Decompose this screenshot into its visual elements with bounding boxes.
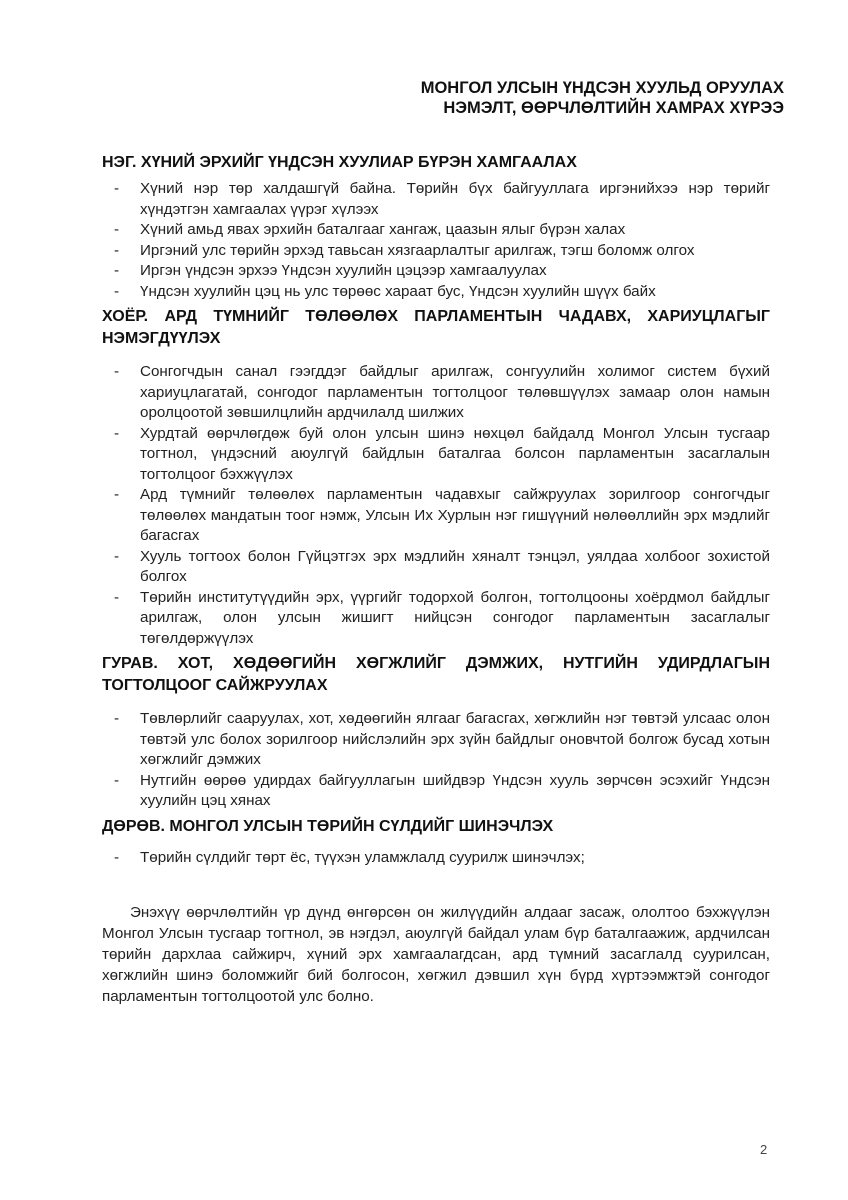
section-4	[102, 816, 770, 869]
conclusion-paragraph: Энэхүү өөрчлөлтийн үр дүнд өнгөрсөн он жилүүдийн алдааг засаж, ололтоо бэхжүүлэн Монгол Улсын тусгаар тогтнол, эв нэгдэл, аюулгүй байдал улам бүр баталгаажиж, ардчилсан төрийн дархлаа сайжирч, хүний эрх хамгаалагдсан, ард түмний засаглалд суурилсан, хөгжлийн шинэ боломжийг бий болгосон, хөгжил дэвшил хүн бүрд хүртээмжтэй сонгодог парламентын тогтолцоотой улс болно.	[102, 904, 770, 1005]
section-heading: ДӨРӨВ. МОНГОЛ УЛСЫН ТӨРИЙН СҮЛДИЙГ ШИНЭЧЛЭХ	[102, 817, 554, 835]
list-item: - Иргэний улс төрийн эрхэд тавьсан хязгаарлалтыг арилгаж, тэгш боломж олгох	[102, 241, 770, 262]
bullet-dash: -	[114, 588, 120, 606]
bullet-list	[102, 362, 770, 649]
list-item: - Хууль тогтоох болон Гүйцэтгэх эрх мэдлийн хяналт тэнцэл, уялдаа холбоог зохистой болгох	[114, 547, 770, 585]
section-heading: ХОЁР. АРД ТҮМНИЙГ ТӨЛӨӨЛӨХ ПАРЛАМЕНТЫН ЧАДАВХ, ХАРИУЦЛАГЫГ НЭМЭГДҮҮЛЭХ	[102, 308, 770, 347]
bullet-dash: -	[114, 282, 120, 300]
list-item: - Хүний нэр төр халдашгүй байна. Төрийн бүх байгууллага иргэнийхээ нэр төрийг хүндэтгэн хамгаалах үүрэг хүлээх	[114, 180, 770, 218]
list-item: - Хурдтай өөрчлөгдөж буй олон улсын шинэ нөхцөл байдалд Монгол Улсын тусгаар тогтнол, үндэсний аюулгүй байдлын баталгаа болсон парламентын засаглалын тогтолцоог бэхжүүлэх	[114, 424, 770, 483]
document-title	[421, 78, 784, 118]
bullet-dash: -	[114, 180, 120, 197]
list-item: - Үндсэн хуулийн цэц нь улс төрөөс хараат бус, Үндсэн хуулийн шүүх байх	[102, 282, 770, 303]
bullet-dash: -	[114, 241, 120, 259]
list-item: - Хүний амьд явах эрхийн баталгааг хангаж, цаазын ялыг бүрэн халах	[102, 220, 770, 241]
title-line-1: МОНГОЛ УЛСЫН ҮНДСЭН ХУУЛЬД ОРУУЛАХ	[420, 79, 784, 97]
document-body	[102, 152, 770, 1022]
list-item: - Төрийн институтүүдийн эрх, үүргийг тодорхой болгон, тогтолцооны хоёрдмол байдлыг арилгаж, олон улсын жишигт нийцсэн сонгодог парламентын засаглалыг төгөлдөржүүлэх	[114, 588, 770, 647]
list-item: - Сонгогчдын санал гээгддэг байдлыг арилгаж, сонгуулийн холимог систем бүхий хариуцлагатай, сонгодог парламентын тогтолцоог төлөвшүүлэх замаар олон намын оролцоотой зөвшилцлийн ардчилалд шилжих	[114, 363, 770, 421]
list-item: - Иргэн үндсэн эрхээ Үндсэн хуулийн цэцээр хамгаалуулах	[102, 261, 770, 282]
title-line-2: НЭМЭЛТ, ӨӨРЧЛӨЛТИЙН ХАМРАХ ХҮРЭЭ	[443, 99, 784, 117]
bullet-dash: -	[114, 486, 120, 503]
bullet-dash: -	[114, 363, 120, 380]
bullet-dash: -	[114, 221, 120, 238]
list-item: - Ард түмнийг төлөөлөх парламентын чадавхыг сайжруулах зорилгоор сонгогчдыг төлөөлөх мандатын тоог нэмж, Улсын Их Хурлын нэг гишүүний нөлөөллийн эрх мэдлийг багасгах	[114, 486, 770, 544]
list-item: - Нутгийн өөрөө удирдах байгууллагын шийдвэр Үндсэн хууль зөрчсөн эсэхийг Үндсэн хуулийн цэц хянах	[114, 771, 770, 809]
bullet-list	[102, 848, 770, 869]
section-2	[102, 306, 770, 649]
bullet-dash: -	[114, 547, 120, 565]
bullet-dash: -	[114, 424, 120, 442]
bullet-dash: -	[114, 710, 120, 727]
section-1	[102, 152, 770, 302]
section-heading: НЭГ. ХҮНИЙ ЭРХИЙГ ҮНДСЭН ХУУЛИАР БҮРЭН ХАМГААЛАХ	[102, 154, 577, 171]
bullet-dash: -	[114, 848, 120, 866]
bullet-dash: -	[114, 262, 120, 279]
bullet-list	[102, 179, 770, 302]
list-item: - Төвлөрлийг сааруулах, хот, хөдөөгийн ялгааг багасгах, хөгжлийн нэг төвтэй улсаас олон төвтэй улс болох зорилгоор нийслэлийн эрх зүйн байдлыг оновчтой болгож бусад хотын хөгжлийг дэмжих	[114, 710, 770, 768]
section-heading: ГУРАВ. ХОТ, ХӨДӨӨГИЙН ХӨГЖЛИЙГ ДЭМЖИХ, НУТГИЙН УДИРДЛАГЫН ТОГТОЛЦООГ САЙЖРУУЛАХ	[102, 655, 770, 694]
section-3	[102, 653, 770, 812]
bullet-list	[102, 709, 770, 812]
page-number: 2	[760, 1142, 768, 1157]
bullet-dash: -	[114, 771, 120, 789]
list-item: - Төрийн сүлдийг төрт ёс, түүхэн уламжлалд суурилж шинэчлэх;	[102, 848, 770, 869]
